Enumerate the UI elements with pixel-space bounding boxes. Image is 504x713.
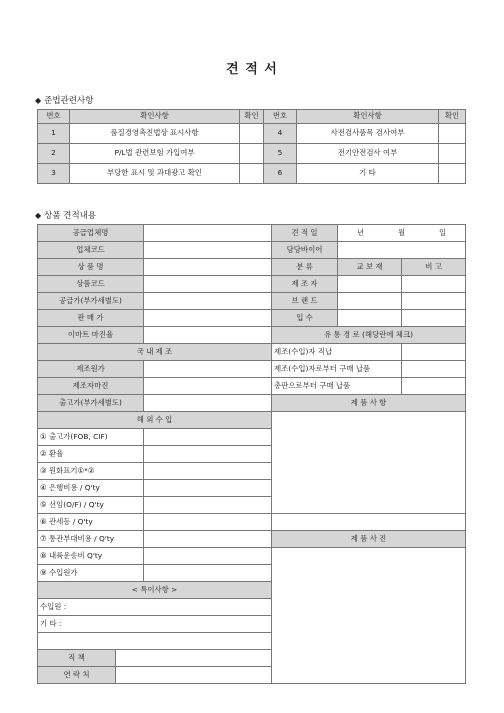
row-number: 1 bbox=[38, 124, 70, 144]
row-number: 4 bbox=[264, 124, 297, 144]
brand-compare-field[interactable] bbox=[338, 293, 402, 310]
overseas-item-field[interactable] bbox=[144, 497, 272, 514]
table-row bbox=[38, 412, 466, 429]
channel-direct-check[interactable] bbox=[402, 344, 466, 361]
overseas-item-field[interactable] bbox=[144, 429, 272, 446]
table-row bbox=[38, 395, 466, 412]
contact-field[interactable] bbox=[116, 667, 272, 684]
table-row bbox=[38, 225, 466, 242]
overseas-item-field[interactable] bbox=[144, 446, 272, 463]
table-row bbox=[38, 531, 466, 548]
confirm-cell[interactable] bbox=[240, 124, 264, 144]
table-row bbox=[38, 144, 466, 164]
label-supply-price: 공급가(부가세별도) bbox=[38, 293, 144, 310]
quote-date-field[interactable]: 년 월 일 bbox=[338, 225, 466, 242]
overseas-item: ⑨ 수입원가 bbox=[38, 565, 144, 582]
product-matters-field-last[interactable] bbox=[272, 514, 466, 531]
label-quote-date: 견 적 일 bbox=[272, 225, 338, 242]
position-field[interactable] bbox=[116, 650, 272, 667]
channel-maker-purchase-check[interactable] bbox=[402, 361, 466, 378]
col-header-number: 번호 bbox=[38, 110, 70, 124]
section-heading-compliance: ◆ 준법관련사항 bbox=[35, 96, 94, 106]
supplier-field[interactable] bbox=[144, 225, 272, 242]
check-item: P/L법 관련보험 가입여부 bbox=[70, 144, 240, 164]
check-item: 사전검사품목 검사여부 bbox=[297, 124, 439, 144]
col-header-check-item: 확인사항 bbox=[70, 110, 240, 124]
label-inbound: 입 수 bbox=[272, 310, 338, 327]
special-notes-header: < 특이사항 > bbox=[38, 582, 272, 599]
inbound-compare-field[interactable] bbox=[338, 310, 402, 327]
product-code-field[interactable] bbox=[144, 276, 272, 293]
overseas-item-field[interactable] bbox=[144, 463, 272, 480]
special-notes-blank[interactable] bbox=[38, 633, 272, 650]
ex-factory-price-field[interactable] bbox=[144, 395, 272, 412]
quote-table bbox=[37, 224, 466, 684]
table-row bbox=[38, 378, 466, 395]
overseas-item-field[interactable] bbox=[144, 514, 272, 531]
confirm-cell[interactable] bbox=[240, 144, 264, 164]
product-matters-header: 제 품 사 항 bbox=[272, 395, 466, 412]
label-maker: 제 조 자 bbox=[272, 276, 338, 293]
confirm-cell[interactable] bbox=[439, 144, 466, 164]
table-row bbox=[38, 310, 466, 327]
label-distribution-channel: 유 통 경 로 (해당란에 체크) bbox=[272, 327, 466, 344]
maker-note-field[interactable] bbox=[402, 276, 466, 293]
channel-distributor-purchase: 총판으로부터 구매 납품 bbox=[272, 378, 402, 395]
col-header-number: 번호 bbox=[264, 110, 297, 124]
check-item: 부당한 표시 및 과대광고 확인 bbox=[70, 164, 240, 184]
label-margin: 이마트 마진율 bbox=[38, 327, 144, 344]
product-name-field[interactable] bbox=[144, 259, 272, 276]
col-header-check-item: 확인사항 bbox=[297, 110, 439, 124]
col-header-confirm: 확인 bbox=[439, 110, 466, 124]
label-product-code: 상품코드 bbox=[38, 276, 144, 293]
page-title: 견 적 서 bbox=[226, 62, 278, 77]
overseas-item: ⑤ 선임(O/F) / Q'ty bbox=[38, 497, 144, 514]
row-number: 6 bbox=[264, 164, 297, 184]
overseas-item: ② 환율 bbox=[38, 446, 144, 463]
label-contact: 연 락 처 bbox=[38, 667, 116, 684]
label-note: 비 고 bbox=[402, 259, 466, 276]
table-row bbox=[38, 276, 466, 293]
supplier-code-field[interactable] bbox=[144, 242, 272, 259]
domestic-header: 국 내 제 조 bbox=[38, 344, 272, 361]
margin-field[interactable] bbox=[144, 327, 272, 344]
table-row bbox=[38, 242, 466, 259]
row-number: 5 bbox=[264, 144, 297, 164]
label-sale-price: 판 매 가 bbox=[38, 310, 144, 327]
overseas-item-field[interactable] bbox=[144, 548, 272, 565]
label-ex-factory-price: 출고가(부가세별도) bbox=[38, 395, 144, 412]
row-number: 3 bbox=[38, 164, 70, 184]
compliance-table bbox=[37, 109, 466, 184]
overseas-item-field[interactable] bbox=[144, 565, 272, 582]
supply-price-field[interactable] bbox=[144, 293, 272, 310]
label-buyer: 담당바이어 bbox=[272, 242, 338, 259]
product-matters-field[interactable] bbox=[272, 412, 466, 514]
check-item: 품질경영촉진법상 표시사항 bbox=[70, 124, 240, 144]
table-row bbox=[38, 293, 466, 310]
channel-direct: 제조(수입)자 직납 bbox=[272, 344, 402, 361]
label-manufacturing-cost: 제조원가 bbox=[38, 361, 144, 378]
table-row bbox=[38, 327, 466, 344]
product-photo-header: 제 품 사 진 bbox=[272, 531, 466, 548]
overseas-item: ⑦ 통관부대비용 / Q'ty bbox=[38, 531, 144, 548]
overseas-item: ⑥ 관세등 / Q'ty bbox=[38, 514, 144, 531]
overseas-item-field[interactable] bbox=[144, 531, 272, 548]
label-category: 분 류 bbox=[272, 259, 338, 276]
channel-maker-purchase: 제조(수입)자로부터 구매 납품 bbox=[272, 361, 402, 378]
overseas-item: ④ 은행비용 / Q'ty bbox=[38, 480, 144, 497]
sale-price-field[interactable] bbox=[144, 310, 272, 327]
label-supplier-code: 업체코드 bbox=[38, 242, 144, 259]
importer-field[interactable]: 수입원 : bbox=[38, 599, 272, 616]
label-maker-margin: 제조자마진 bbox=[38, 378, 144, 395]
table-header-row bbox=[38, 110, 466, 124]
overseas-item: ⑧ 내륙운송비 Q'ty bbox=[38, 548, 144, 565]
label-compare-store: 교 보 재 bbox=[338, 259, 402, 276]
maker-margin-field[interactable] bbox=[144, 378, 272, 395]
label-brand: 브 랜 드 bbox=[272, 293, 338, 310]
buyer-field[interactable] bbox=[338, 242, 466, 259]
confirm-cell[interactable] bbox=[439, 164, 466, 184]
col-header-confirm: 확인 bbox=[240, 110, 264, 124]
confirm-cell[interactable] bbox=[439, 124, 466, 144]
inbound-note-field[interactable] bbox=[402, 310, 466, 327]
channel-distributor-purchase-check[interactable] bbox=[402, 378, 466, 395]
confirm-cell[interactable] bbox=[240, 164, 264, 184]
overseas-item-field[interactable] bbox=[144, 480, 272, 497]
overseas-header: 해 외 수 입 bbox=[38, 412, 272, 429]
table-row bbox=[38, 124, 466, 144]
product-photo-area[interactable] bbox=[272, 548, 466, 684]
section-heading-quote: ◆ 상품 견적내용 bbox=[35, 211, 97, 221]
label-supplier: 공급업체명 bbox=[38, 225, 144, 242]
table-row bbox=[38, 344, 466, 361]
diamond-bullet-icon: ◆ bbox=[35, 96, 42, 105]
etc-field[interactable]: 기 타 : bbox=[38, 616, 272, 633]
table-row bbox=[38, 361, 466, 378]
table-row bbox=[38, 259, 466, 276]
check-item: 기 타 bbox=[297, 164, 439, 184]
brand-note-field[interactable] bbox=[402, 293, 466, 310]
check-item: 전기안전검사 여부 bbox=[297, 144, 439, 164]
label-position: 직 책 bbox=[38, 650, 116, 667]
table-row bbox=[38, 164, 466, 184]
row-number: 2 bbox=[38, 144, 70, 164]
overseas-item: ① 출고가(FOB, CIF) bbox=[38, 429, 144, 446]
overseas-item: ③ 원화표기①*② bbox=[38, 463, 144, 480]
table-row bbox=[38, 548, 466, 565]
table-row bbox=[38, 514, 466, 531]
diamond-bullet-icon: ◆ bbox=[35, 211, 42, 220]
maker-compare-field[interactable] bbox=[338, 276, 402, 293]
label-product-name: 상 품 명 bbox=[38, 259, 144, 276]
manufacturing-cost-field[interactable] bbox=[144, 361, 272, 378]
